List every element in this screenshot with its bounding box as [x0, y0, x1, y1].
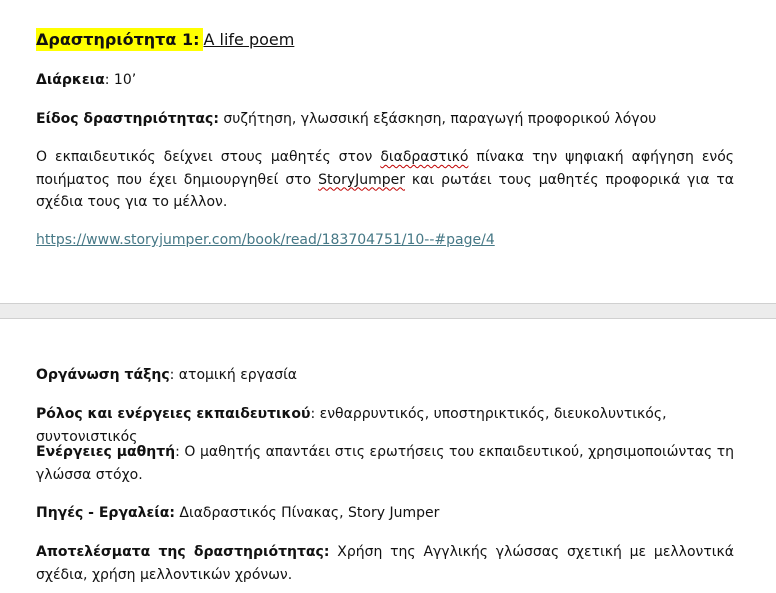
duration-value: : 10’: [104, 72, 137, 88]
activity-heading: [36, 29, 734, 51]
description-text-2: πίνακα την ψηφιακή αφήγηση ενός ποιήματος που έχει δημιουργηθεί στο: [36, 149, 734, 188]
activity-results-label: Αποτελέσματα της δραστηριότητας:: [36, 544, 330, 560]
duration-label: Διάρκεια: [36, 72, 105, 88]
student-actions-line: [36, 441, 734, 486]
storyjumper-link[interactable]: https://www.storyjumper.com/book/read/183704751/10--#page/4: [36, 232, 495, 248]
link-line: [36, 229, 734, 252]
duration-line: [36, 69, 734, 92]
description-text-3: και ρωτάει τους μαθητές προφορικά για τα σχέδια τους για το μέλλον.: [36, 171, 735, 210]
spellcheck-word-interactive: διαδραστικό: [380, 149, 469, 165]
class-organization-value: : ατομική εργασία: [169, 367, 298, 383]
sources-tools-label: Πηγές - Εργαλεία:: [36, 505, 175, 521]
sources-tools-value: Διαδραστικός Πίνακας, Story Jumper: [174, 505, 440, 521]
document-page-2: [0, 319, 776, 593]
activity-results-value: Χρήση της Αγγλικής γλώσσας σχετική με μελλοντικά σχέδια, χρήση μελλοντικών χρόνων.: [36, 544, 734, 583]
class-organization-line: [36, 364, 734, 387]
teacher-role-label: Ρόλος και ενέργειες εκπαιδευτικού: [36, 406, 311, 422]
activity-label: Δραστηριότητα 1:: [36, 28, 203, 51]
class-organization-label: Οργάνωση τάξης: [36, 367, 170, 383]
activity-type-line: [36, 108, 734, 131]
description-text-1: Ο εκπαιδευτικός δείχνει στους μαθητές στον: [36, 149, 381, 165]
sources-tools-line: [36, 502, 734, 525]
student-actions-label: Ενέργειες μαθητή: [36, 444, 176, 460]
page-break: [0, 303, 776, 319]
student-actions-value: : Ο μαθητής απαντάει στις ερωτήσεις του εκπαιδευτικού, χρησιμοποιώντας τη γλώσσα στόχο.: [36, 444, 734, 483]
activity-type-label: Είδος δραστηριότητας:: [36, 111, 219, 127]
spellcheck-word-storyjumper: StoryJumper: [318, 171, 406, 188]
activity-description: [36, 146, 734, 214]
activity-title: A life poem: [203, 30, 295, 49]
teacher-role-value: : ενθαρρυντικός, υποστηρικτικός, διευκολυντικός, συντονιστικός: [36, 406, 667, 445]
activity-type-value: συζήτηση, γλωσσική εξάσκηση, παραγωγή προφορικού λόγου: [218, 111, 657, 127]
activity-results-line: [36, 541, 734, 586]
